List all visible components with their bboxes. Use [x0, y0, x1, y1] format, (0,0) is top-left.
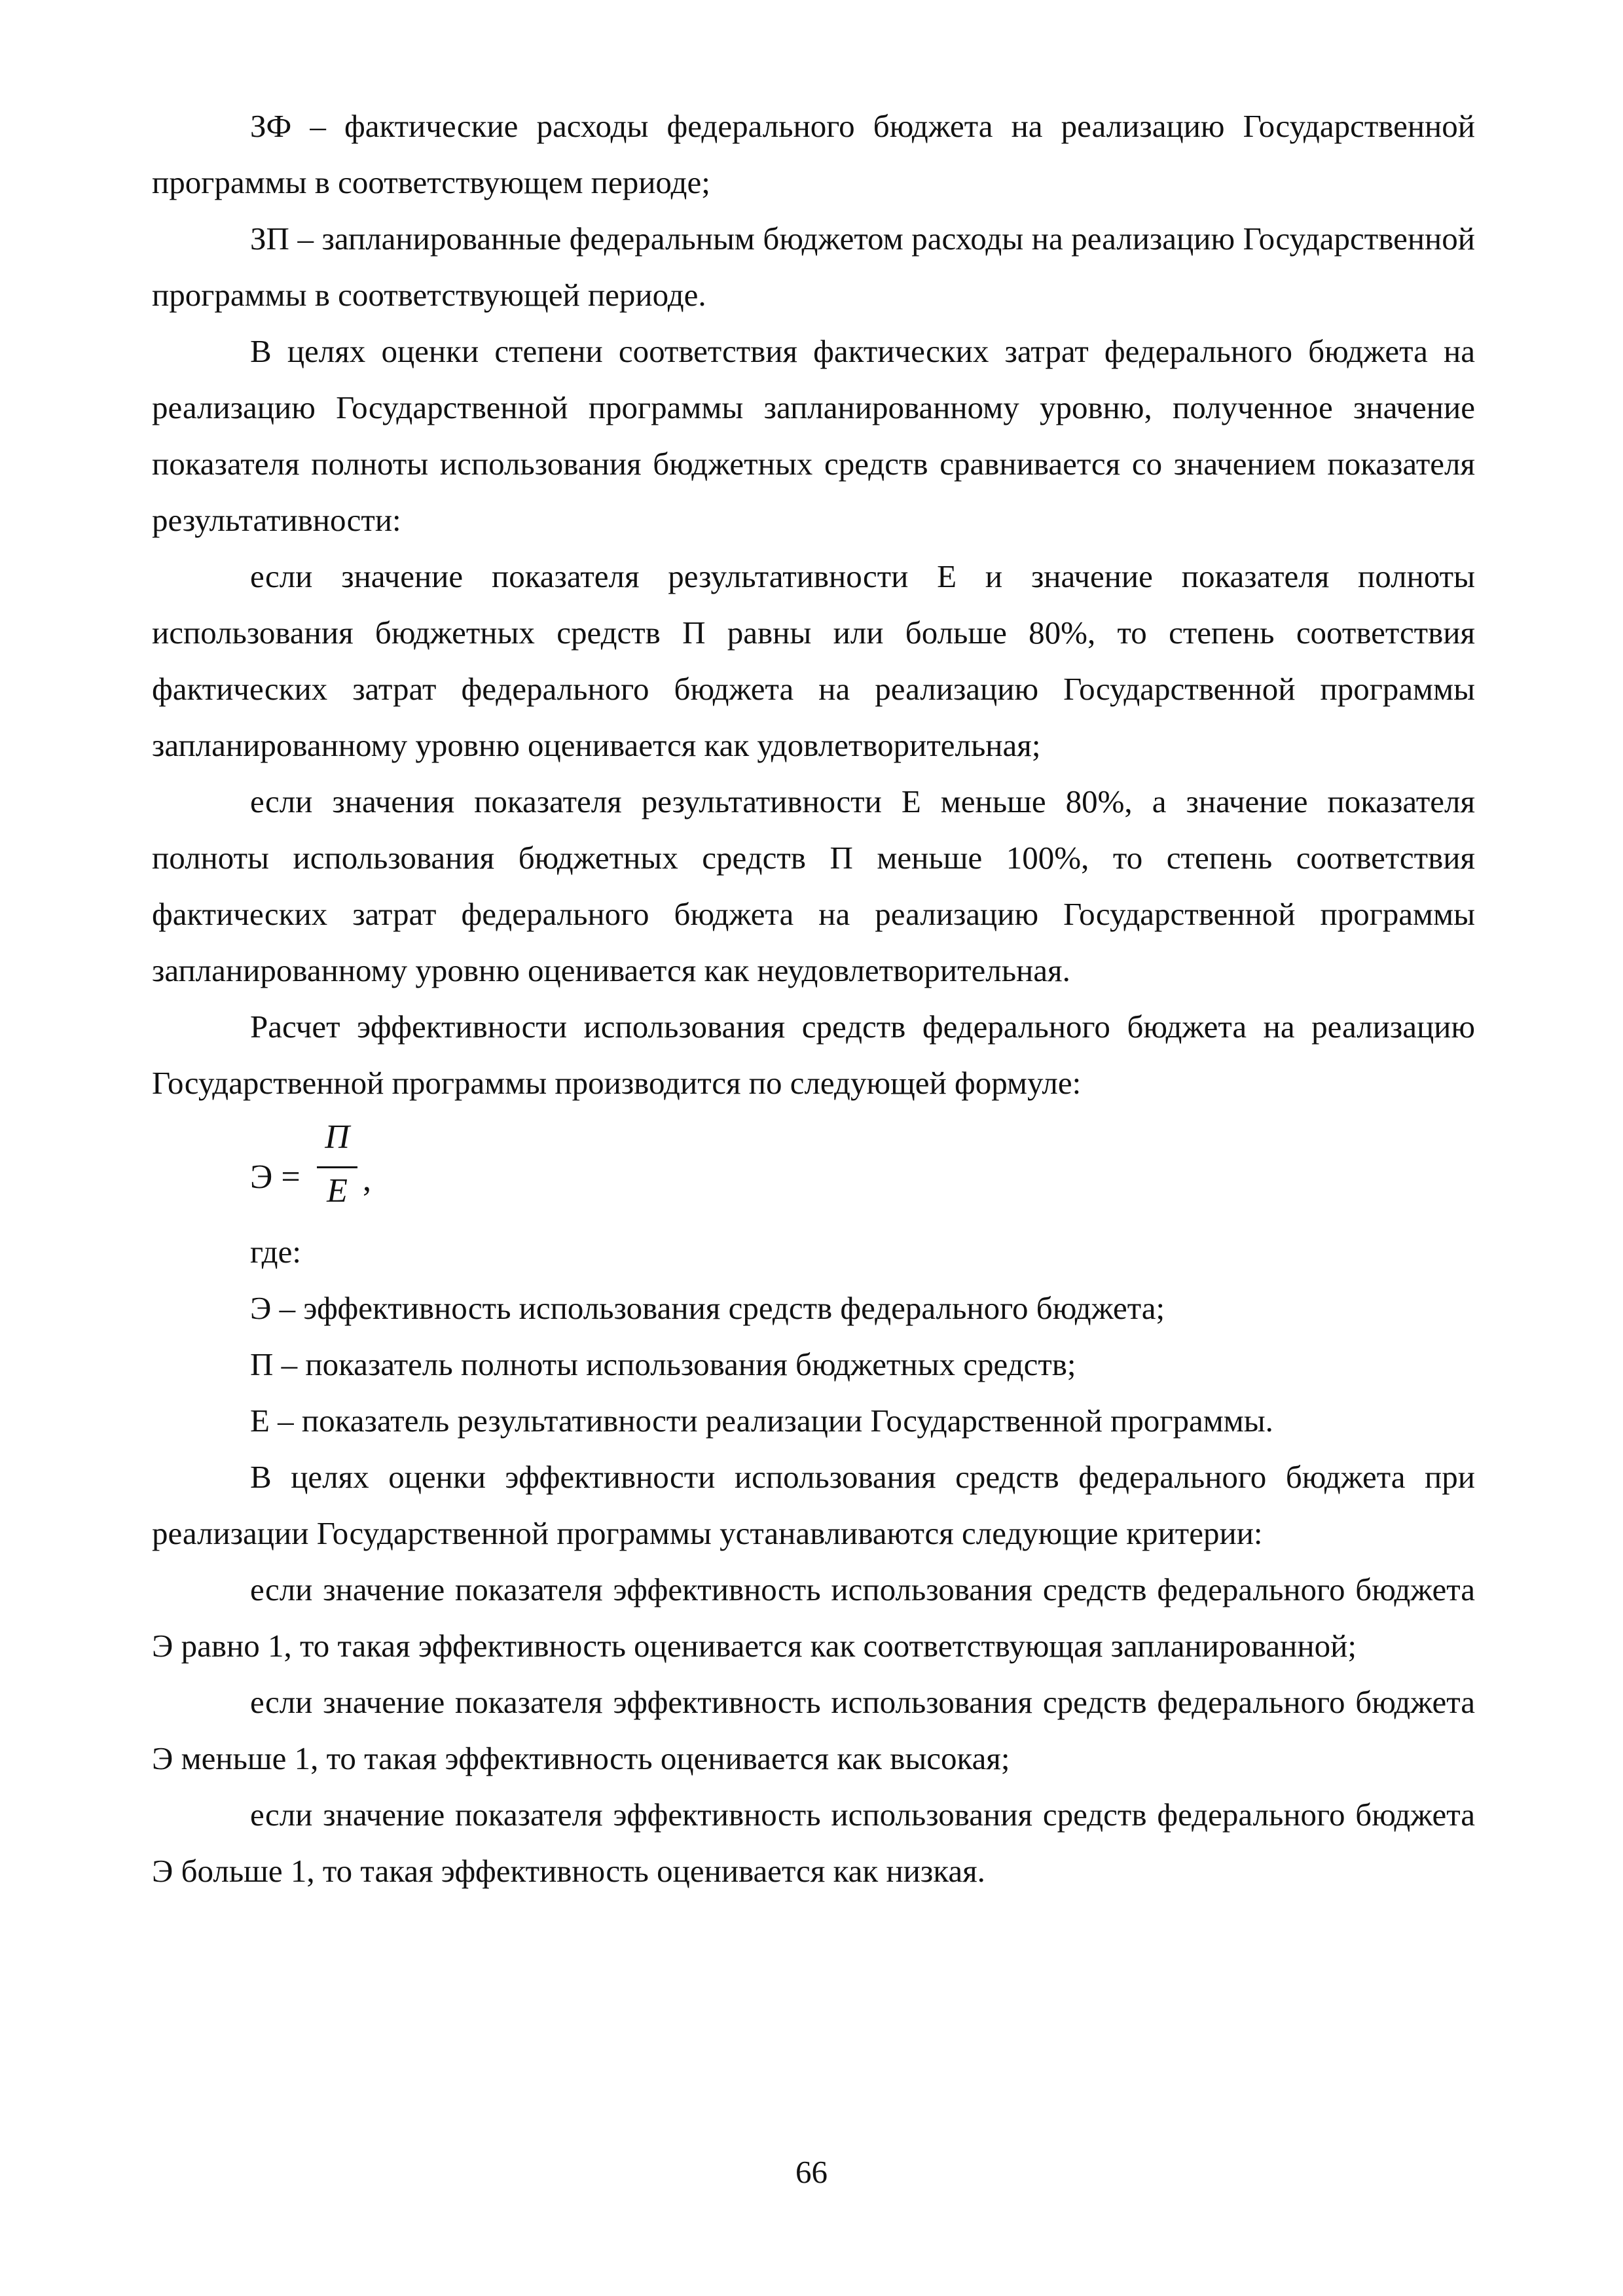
formula-denominator: Е — [327, 1172, 348, 1210]
page-number: 66 — [795, 2154, 828, 2190]
formula-comma: , — [363, 1161, 371, 1198]
paragraph-formula-intro: Расчет эффективности использования средств федерального бюджета на реализацию Государственной программы производится по следующей формуле: — [152, 1009, 1475, 1101]
paragraph-criterion-low: если значение показателя эффективность использования средств федерального бюджета Э больше 1, то такая эффективность оценивается как низкая. — [152, 1797, 1475, 1889]
paragraph-assessment-intro: В целях оценки степени соответствия фактических затрат федерального бюджета на реализацию Государственной программы запланированному уровню, полученное значение показателя полноты использования бюджетных средств сравнивается со значением показателя результативности: — [152, 333, 1475, 538]
formula-lhs: Э = — [250, 1158, 301, 1196]
formula-numerator: П — [325, 1119, 350, 1156]
paragraph-criterion-high: если значение показателя эффективность использования средств федерального бюджета Э меньше 1, то такая эффективность оценивается как высокая; — [152, 1684, 1475, 1776]
paragraph-result-definition: Е – показатель результативности реализации Государственной программы. — [250, 1403, 1273, 1439]
paragraph-e-definition: Э – эффективность использования средств федерального бюджета; — [250, 1290, 1165, 1326]
paragraph-zp-definition: ЗП – запланированные федеральным бюджетом расходы на реализацию Государственной программы в соответствующей периоде. — [152, 221, 1475, 313]
paragraph-criterion-equal: если значение показателя эффективность использования средств федерального бюджета Э равно 1, то такая эффективность оценивается как соответствующая запланированной; — [152, 1571, 1475, 1664]
paragraph-where: где: — [250, 1234, 301, 1270]
paragraph-criteria-intro: В целях оценки эффективности использования средств федерального бюджета при реализации Государственной программы устанавливаются следующие критерии: — [152, 1459, 1475, 1551]
fraction-bar — [317, 1166, 357, 1168]
efficiency-formula — [250, 1111, 1475, 1224]
body-text — [152, 98, 1475, 1899]
paragraph-zf-definition: ЗФ – фактические расходы федерального бюджета на реализацию Государственной программы в соответствующем периоде; — [152, 108, 1475, 200]
paragraph-p-definition: П – показатель полноты использования бюджетных средств; — [250, 1346, 1076, 1382]
paragraph-unsatisfactory-criterion: если значения показателя результативности Е меньше 80%, а значение показателя полноты использования бюджетных средств П меньше 100%, то степень соответствия фактических затрат федерального бюджета на реализацию Государственной программы запланированному уровню оценивается как неудовлетворительная. — [152, 783, 1475, 988]
paragraph-satisfactory-criterion: если значение показателя результативности Е и значение показателя полноты использования бюджетных средств П равны или больше 80%, то степень соответствия фактических затрат федерального бюджета на реализацию Государственной программы запланированному уровню оценивается как удовлетворительная; — [152, 558, 1475, 763]
